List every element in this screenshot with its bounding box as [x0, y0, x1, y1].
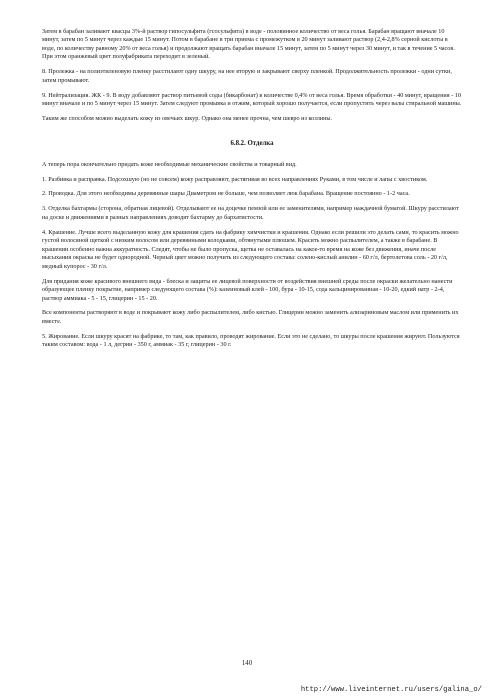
page-number: 140 — [241, 660, 253, 667]
text-block-before — [42, 28, 462, 124]
paragraph: 9. Нейтрализация. ЖК - 9. В воду добавляют раствор питьевой соды (бикарбонат) в количестве 0,4% от веса голья. Время обработки - 40 минут, вращения - 10 минут вначале и по 5 минут через 15 минут. Затем следуют промывка и отжим, который хорошо получается, если пропустить через валы стиральной машины. — [42, 91, 462, 108]
paragraph: 4. Крашение. Лучше всего выделанную кожу для крашения сдать на фабрику химчистки и крашения. Однако если решили это делать сами, то красить можно густой волосяной щеткой с низким волосом или деревянными колодками, обтянутыми плюшем. Красить можно распылителем, а также в барабане. В крашении особенно важна аккуратность. Следят, чтобы не было пропуска, щетка не оставалась на какое-то время на коже без движения, иначе после высыхания окраска не будет однородной. Черный цвет можно получить из следующего состава: солено-кислый анилин - 60 г/л, бертолетова соль - 20 г/л, медный купорос - 30 г/л. — [42, 228, 459, 270]
paragraph: 8. Пролежка - на полиэтиленовую пленку расстилают одну шкуру, на нее вторую и закрывают сверху пленкой. Продолжительность пролежки - одни сутки, затем промывают. — [42, 68, 452, 84]
paragraph: Все компоненты растворяют в воде и покрывают кожу либо распылителем, либо кистью. Глицерин можно заменить ализариновым маслом или применить их вместе. — [42, 309, 459, 325]
paragraph: 1. Разбивка и расправка. Подсохшую (но не совсем) кожу расправляют, растягивая во всех направлениях Руками, в том числе и лапы с хвостиком. — [42, 175, 428, 183]
paragraph: Для придания коже красивого внешнего вида - блеска и защиты ее лицевой поверхности от воздействия внешней среды после окраски желательно нанести образующее пленку покрытие, например следующего состава (%): казеиновый клей - 100, бура - 10-15, сода кальцинированная - 10-20, едкий натр - 2-4, раствор аммиака - 5 - 15, глицерин - 15 - 20. — [42, 277, 453, 302]
paragraph: 2. Проводка. Для этого необходимы деревянные шары Диаметром не больше, чем позволяет люк барабана. Вращение постоянно - 1-2 часа. — [42, 190, 410, 198]
footer-url[interactable]: http://www.liveinternet.ru/users/galina_o/ — [300, 686, 482, 694]
paragraph: 3. Отделка бахтармы (сторона, обратная лицевой). Отделывают ее на доцечке пемзой или ее заменителями, например наждачной бумагой. Шкуру расстилают на доске и движениями в разных направлениях доводят бахтарму до бархатистости. — [42, 205, 459, 221]
paragraph: А теперь пора окончательно придать коже необходимые механические свойства и товарный вид. — [42, 160, 297, 168]
paragraph: Затем в барабан заливают квасцы 3%-й раствор гипосульфита (гсосульфита) в воде - половинное количество от веса голья. Барабан вращают вначале 10 минут, затем по 5 минут через каждые 15 минут. Потом в барабане в три приема с промежутком в 20 минут заливают раствор (2,4-2,8% серной кислоты в воде, по количеству равному 20% от веса голья) и продолжают вращать барабан вначале 15 минут, затем по 5 минут через 30 минут, и так в течение 5 часов. При этом оранжевый цвет полуфабриката переходит в зеленый. — [42, 28, 455, 61]
text-block-after — [42, 161, 462, 350]
paragraph: Таким же способом можно выделать кожу из овечьих шкур. Однако она менее прочна, чем шевро из козлины. — [42, 115, 333, 123]
section-title: 6.8.2. Отделка — [230, 139, 274, 147]
page-body — [42, 28, 462, 356]
paragraph: 5. Жирование. Если шкуру красят на фабрике, то там, как правило, проводят жирование. Если это не сделано, то шкуры после крашения жируют. Пользуются таким составом: вода - 1 л, дегрин - 350 г, аммиак - 35 г, глицерин - 30 г. — [42, 332, 460, 349]
